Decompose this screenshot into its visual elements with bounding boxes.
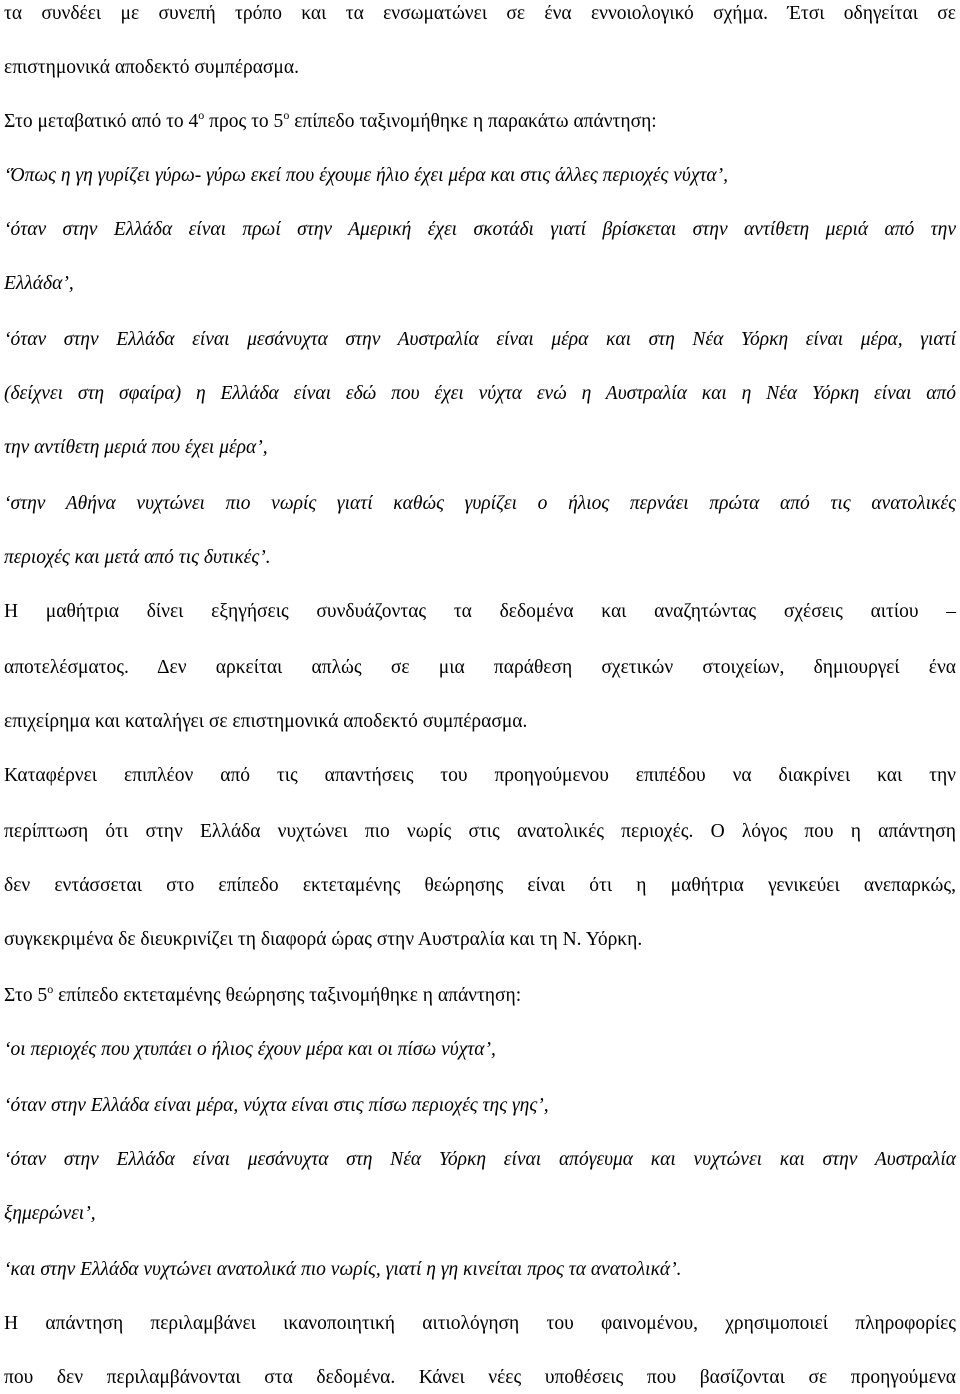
heading-text: Στο μεταβατικό από το 4: [4, 111, 199, 132]
quote-line: ‘όταν στην Ελλάδα είναι μεσάνυχτα στην Αυστραλία είναι μέρα και στη Νέα Υόρκη είναι μέρα, γιατί: [4, 329, 956, 350]
paragraph-line: Η απάντηση περιλαμβάνει ικανοποιητική αιτιολόγηση του φαινομένου, χρησιμοποιεί πληροφορίες: [4, 1313, 956, 1334]
level-5-heading: [4, 984, 956, 1008]
paragraph-line: περίπτωση ότι στην Ελλάδα νυχτώνει πιο νωρίς στις ανατολικές περιοχές. Ο λόγος που η απάντηση: [4, 821, 956, 842]
quote-line: ‘όταν στην Ελλάδα είναι πρωί στην Αμερική έχει σκοτάδι γιατί βρίσκεται στην αντίθετη μεριά από την: [4, 219, 956, 240]
paragraph-line: επιστημονικά αποδεκτό συμπέρασμα.: [4, 57, 299, 78]
quote-line: ‘και στην Ελλάδα νυχτώνει ανατολικά πιο νωρίς, γιατί η γη κινείται προς τα ανατολικά’.: [4, 1259, 682, 1280]
quote-line: περιοχές και μετά από τις δυτικές’.: [4, 547, 271, 568]
quote-line: Ελλάδα’,: [4, 273, 74, 294]
ordinal-sup: ο: [198, 108, 205, 122]
paragraph-line: που δεν περιλαμβάνονται στα δεδομένα. Κάνει νέες υποθέσεις που βασίζονται σε προηγούμενα: [4, 1367, 956, 1388]
heading-text: Στο 5: [4, 985, 48, 1006]
paragraph-line: δεν εντάσσεται στο επίπεδο εκτεταμένης θεώρησης είναι ότι η μαθήτρια γενικεύει ανεπαρκώς,: [4, 875, 956, 896]
quote-line: (δείχνει στη σφαίρα) η Ελλάδα είναι εδώ που έχει νύχτα ενώ η Αυστραλία και η Νέα Υόρκη είναι από: [4, 383, 956, 404]
paragraph-line: τα συνδέει με συνεπή τρόπο και τα ενσωματώνει σε ένα εννοιολογικό σχήμα. Έτσι οδηγείται σε: [4, 3, 956, 24]
quote-line: ‘όταν στην Ελλάδα είναι μέρα, νύχτα είναι στις πίσω περιοχές της γης’,: [4, 1095, 549, 1116]
quote-line: ‘οι περιοχές που χτυπάει ο ήλιος έχουν μέρα και οι πίσω νύχτα’,: [4, 1039, 496, 1060]
heading-text: επίπεδο ταξινομήθηκε η παρακάτω απάντηση:: [289, 111, 657, 132]
paragraph-line: Η μαθήτρια δίνει εξηγήσεις συνδυάζοντας τα δεδομένα και αναζητώντας σχέσεις αιτίου –: [4, 601, 956, 622]
quote-line: ξημερώνει’,: [4, 1203, 96, 1224]
heading-text: προς το 5: [204, 111, 284, 132]
paragraph-line: Καταφέρνει επιπλέον από τις απαντήσεις του προηγούμενου επιπέδου να διακρίνει και την: [4, 765, 956, 786]
quote-line: ‘Όπως η γη γυρίζει γύρω- γύρω εκεί που έχουμε ήλιο έχει μέρα και στις άλλες περιοχές νύχτα’,: [4, 165, 729, 186]
ordinal-sup: ο: [47, 982, 54, 996]
quote-line: ‘στην Αθήνα νυχτώνει πιο νωρίς γιατί καθώς γυρίζει ο ήλιος περνάει πρώτα από τις ανατολικές: [4, 493, 956, 514]
quote-line: ‘όταν στην Ελλάδα είναι μεσάνυχτα στη Νέα Υόρκη είναι απόγευμα και νυχτώνει και στην Αυστραλία: [4, 1149, 956, 1170]
quote-line: την αντίθετη μεριά που έχει μέρα’,: [4, 437, 268, 458]
paragraph-line: αποτελέσματος. Δεν αρκείται απλώς σε μια παράθεση σχετικών στοιχείων, δημιουργεί ένα: [4, 657, 956, 678]
paragraph-line: επιχείρημα και καταλήγει σε επιστημονικά αποδεκτό συμπέρασμα.: [4, 711, 528, 732]
level-4-5-heading: [4, 110, 956, 134]
ordinal-sup: ο: [283, 108, 290, 122]
paragraph-line: συγκεκριμένα δε διευκρινίζει τη διαφορά ώρας στην Αυστραλία και τη Ν. Υόρκη.: [4, 929, 643, 950]
heading-text: επίπεδο εκτεταμένης θεώρησης ταξινομήθηκε η απάντηση:: [53, 985, 522, 1006]
